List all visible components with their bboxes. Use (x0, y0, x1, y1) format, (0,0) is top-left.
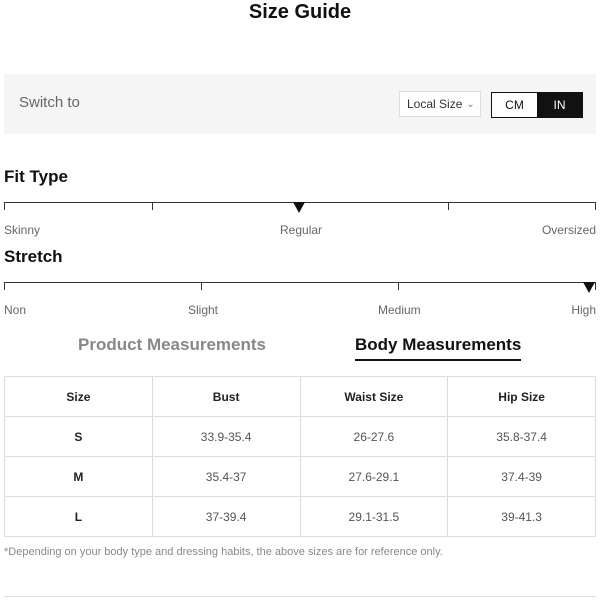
waist-cell: 26-27.6 (300, 417, 448, 457)
divider (4, 596, 596, 597)
stretch-slight-label: Slight (188, 303, 219, 317)
size-cell: M (5, 457, 153, 497)
page-title: Size Guide (248, 1, 352, 23)
fit-type-scale (4, 202, 596, 242)
stretch-non-label: Non (4, 303, 27, 317)
bust-cell: 35.4-37 (152, 457, 300, 497)
tab-product-measurements[interactable]: Product Measurements (78, 335, 266, 354)
fit-type-marker (293, 202, 305, 213)
switch-to-label: Switch to (19, 94, 80, 111)
size-cell: S (5, 417, 153, 457)
measurement-tabs (0, 335, 600, 365)
table-row (5, 417, 596, 457)
stretch-line (4, 282, 596, 283)
stretch-tick (398, 282, 399, 290)
fit-oversized-label: Oversized (541, 223, 596, 237)
stretch-tick (595, 282, 596, 290)
bust-cell: 33.9-35.4 (152, 417, 300, 457)
stretch-high-label: High (571, 303, 596, 317)
chevron-down-icon: ⌄ (466, 98, 475, 110)
stretch-scale (4, 282, 596, 322)
reference-footnote: *Depending on your body type and dressing habits, the above sizes are for reference only. (4, 546, 443, 558)
fit-skinny-label: Skinny (4, 223, 41, 237)
col-header-bust: Bust (152, 377, 300, 417)
local-size-label: Local Size (407, 97, 463, 111)
fit-type-tick (152, 202, 153, 210)
size-table (4, 376, 596, 537)
hip-cell: 39-41.3 (448, 497, 596, 537)
tab-body-measurements[interactable]: Body Measurements (355, 335, 521, 361)
in-button[interactable]: IN (537, 93, 582, 117)
fit-type-title: Fit Type (4, 167, 68, 186)
bust-cell: 37-39.4 (152, 497, 300, 537)
hip-cell: 37.4-39 (448, 457, 596, 497)
fit-type-tick (448, 202, 449, 210)
table-header-row (5, 377, 596, 417)
hip-cell: 35.8-37.4 (448, 417, 596, 457)
waist-cell: 29.1-31.5 (300, 497, 448, 537)
stretch-tick (4, 282, 5, 290)
col-header-hip: Hip Size (448, 377, 596, 417)
col-header-size: Size (5, 377, 153, 417)
table-row (5, 457, 596, 497)
stretch-tick (201, 282, 202, 290)
fit-type-tick (4, 202, 5, 210)
waist-cell: 27.6-29.1 (300, 457, 448, 497)
fit-regular-label: Regular (280, 223, 323, 237)
col-header-waist: Waist Size (300, 377, 448, 417)
unit-switch-bar (4, 74, 596, 134)
fit-type-tick (595, 202, 596, 210)
size-cell: L (5, 497, 153, 537)
stretch-marker (583, 282, 595, 293)
cm-button[interactable]: CM (492, 93, 537, 117)
local-size-dropdown[interactable] (399, 91, 481, 117)
unit-toggle (491, 92, 583, 118)
stretch-title: Stretch (4, 247, 63, 266)
table-row (5, 497, 596, 537)
stretch-medium-label: Medium (378, 303, 421, 317)
